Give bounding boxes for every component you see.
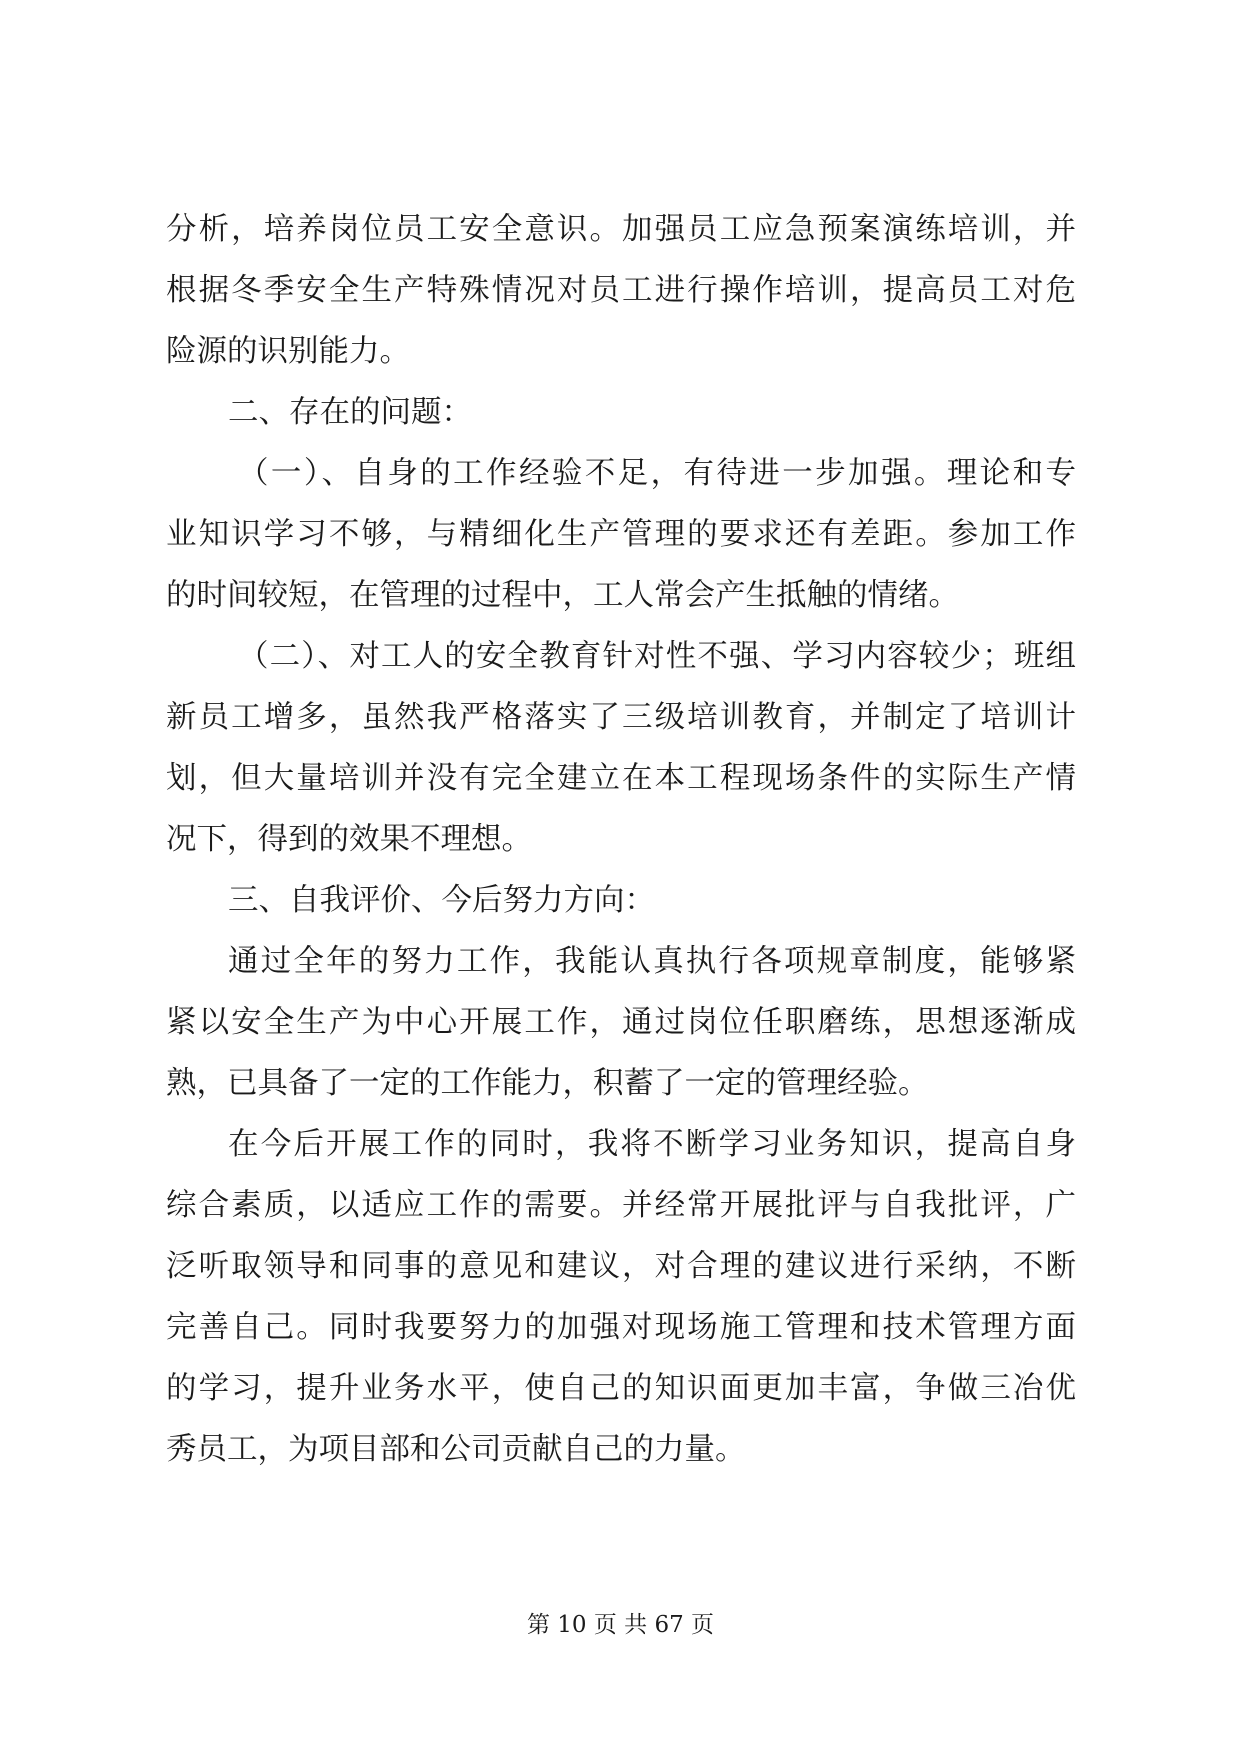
paragraph-line: 秀员工，为项目部和公司贡献自己的力量。: [166, 1432, 746, 1467]
paragraph-line: 的学习，提升业务水平，使自己的知识面更加丰富，争做三冶优: [166, 1371, 1076, 1406]
paragraph-line: （二）、对工人的安全教育针对性不强、学习内容较少；班组: [238, 639, 1076, 674]
section-heading: 三、自我评价、今后努力方向：: [228, 883, 655, 918]
paragraph-line: 完善自己。同时我要努力的加强对现场施工管理和技术管理方面: [166, 1310, 1076, 1345]
paragraph-line: 根据冬季安全生产特殊情况对员工进行操作培训，提高员工对危: [166, 273, 1076, 308]
paragraph-line: 况下，得到的效果不理想。: [166, 822, 532, 857]
paragraph-line: 紧以安全生产为中心开展工作，通过岗位任职磨练，思想逐渐成: [166, 1005, 1076, 1040]
paragraph-line: 通过全年的努力工作，我能认真执行各项规章制度，能够紧: [228, 944, 1076, 979]
paragraph-line: 熟，已具备了一定的工作能力，积蓄了一定的管理经验。: [166, 1066, 929, 1101]
paragraph-line: 划，但大量培训并没有完全建立在本工程现场条件的实际生产情: [166, 761, 1076, 796]
paragraph-line: 险源的识别能力。: [166, 334, 410, 369]
paragraph-line: （一）、自身的工作经验不足，有待进一步加强。理论和专: [238, 456, 1076, 491]
paragraph-line: 业知识学习不够，与精细化生产管理的要求还有差距。参加工作: [166, 517, 1076, 552]
paragraph-line: 的时间较短，在管理的过程中，工人常会产生抵触的情绪。: [166, 578, 959, 613]
paragraph-line: 在今后开展工作的同时，我将不断学习业务知识，提高自身: [228, 1127, 1076, 1162]
paragraph-line: 综合素质，以适应工作的需要。并经常开展批评与自我批评，广: [166, 1188, 1076, 1223]
paragraph-line: 分析，培养岗位员工安全意识。加强员工应急预案演练培训，并: [166, 212, 1076, 247]
page-number-footer: 第 10 页 共 67 页: [526, 1612, 715, 1638]
paragraph-line: 新员工增多，虽然我严格落实了三级培训教育，并制定了培训计: [166, 700, 1076, 735]
section-heading: 二、存在的问题：: [228, 395, 472, 430]
paragraph-line: 泛听取领导和同事的意见和建议，对合理的建议进行采纳，不断: [166, 1249, 1076, 1284]
